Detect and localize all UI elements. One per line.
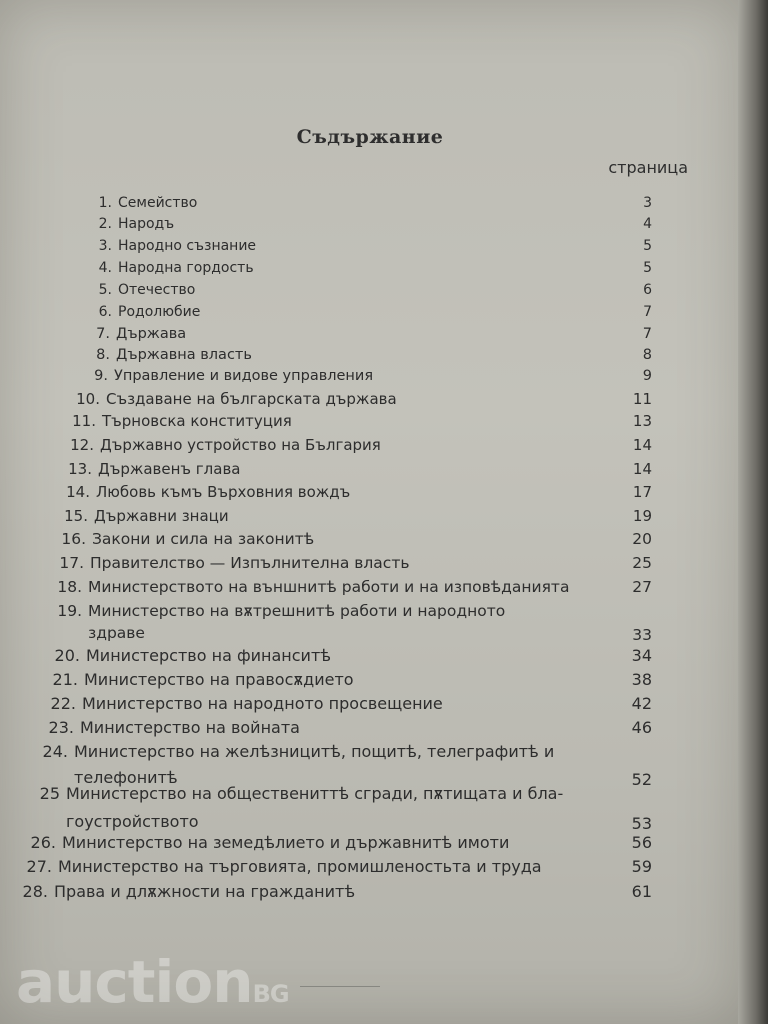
- toc-entry-number: 10.: [76, 390, 100, 408]
- toc-entry-page: 7: [642, 326, 652, 342]
- toc-entry-number: 18.: [57, 578, 82, 596]
- toc-entry-page: 52: [631, 770, 652, 789]
- toc-entry-number: 11.: [72, 412, 96, 430]
- toc-entry-page: 61: [631, 882, 652, 901]
- toc-entry-page: 9: [642, 368, 652, 384]
- toc-entry-number: 20.: [54, 646, 80, 665]
- toc-entry-title: Министерство на търговията, промишленостьта и труда: [58, 857, 542, 876]
- toc-entry-page: 38: [631, 670, 652, 689]
- toc-entry-page: 56: [631, 833, 652, 852]
- toc-entry-page: 19: [632, 507, 652, 525]
- toc-entry-number: 23.: [48, 718, 74, 737]
- toc-entry-number: 1.: [98, 195, 112, 211]
- toc-entry-page: 20: [632, 530, 652, 548]
- toc-entry-title: Държавна власть: [116, 347, 252, 363]
- toc-entry-number: 9.: [94, 368, 108, 384]
- toc-entry-page: 42: [631, 694, 652, 713]
- toc-entry-page: 11: [632, 390, 652, 408]
- toc-entry-title: Държавно устройство на България: [100, 436, 381, 454]
- toc-entry-number: 28.: [22, 882, 48, 901]
- toc-entry-number: 19.: [57, 602, 82, 620]
- toc-entry-title: Семейство: [118, 195, 198, 211]
- toc-entry-page: 13: [632, 412, 652, 430]
- toc-entry-page: 14: [632, 436, 652, 454]
- toc-entry-number: 3.: [98, 238, 112, 254]
- toc-entry-number: 22.: [50, 694, 76, 713]
- toc-entry-title: Родолюбие: [118, 304, 201, 320]
- toc-entry-number: 27.: [26, 857, 52, 876]
- toc-entry-number: 2.: [98, 216, 112, 232]
- toc-entry-page: 14: [632, 460, 652, 478]
- toc-entry-title: Народна гордость: [118, 260, 254, 276]
- toc-entry-number: 4.: [98, 260, 112, 276]
- toc-entry-title-continued: телефонитѣ: [74, 768, 178, 787]
- toc-entry-page: 4: [643, 216, 652, 232]
- toc-entry-number: 21.: [52, 670, 78, 689]
- toc-entry-page: 27: [632, 578, 652, 596]
- toc-entry-page: 5: [643, 238, 652, 254]
- watermark: auctionBG: [16, 948, 289, 1016]
- toc-entry-title: Права и длѫжности на гражданитѣ: [54, 882, 356, 901]
- toc-entry-number: 7.: [96, 326, 110, 342]
- watermark-underline: [300, 986, 380, 987]
- toc-entry-number: 24.: [42, 742, 68, 761]
- toc-entry-title: Държавенъ глава: [98, 460, 241, 478]
- toc-entry-number: 14.: [66, 483, 90, 501]
- page-title: Съдържание: [296, 126, 444, 148]
- toc-entry-title: Министерство на желѣзницитѣ, пощитѣ, телеграфитѣ и: [74, 742, 555, 761]
- toc-entry-title: Създаване на българската държава: [106, 390, 397, 408]
- toc-entry-title: Любовь къмъ Върховния вождъ: [96, 483, 351, 501]
- toc-entry-title: Министерство на обществениттѣ сгради, пѫтищата и бла-: [66, 784, 564, 803]
- toc-entry-page: 3: [643, 195, 652, 211]
- toc-entry-title: Закони и сила на законитѣ: [92, 530, 315, 548]
- toc-entry-title: Министерство на правосѫдието: [84, 670, 354, 689]
- toc-entry-title: Държава: [116, 326, 187, 342]
- toc-entry-number: 15.: [64, 507, 88, 525]
- toc-entry-title: Правителство — Изпълнителна власть: [90, 554, 410, 572]
- page-edge: [738, 0, 768, 1024]
- toc-entry-title: Министерство на войната: [80, 718, 300, 737]
- toc-entry-page: 46: [631, 718, 652, 737]
- toc-entry-page: 33: [632, 626, 652, 644]
- toc-entry-number: 26.: [30, 833, 56, 852]
- toc-entry-title: Държавни знаци: [94, 507, 229, 525]
- toc-entry-page: 8: [642, 347, 652, 363]
- toc-entry-page: 53: [631, 814, 652, 833]
- toc-entry-number: 16.: [61, 530, 86, 548]
- toc-entry-page: 7: [643, 304, 652, 320]
- toc-entry-page: 6: [643, 282, 652, 298]
- toc-entry-title-continued: здраве: [88, 624, 145, 642]
- toc-entry-title: Търновска конституция: [102, 412, 292, 430]
- toc-entry-number: 6.: [98, 304, 112, 320]
- toc-entry-number: 13.: [68, 460, 92, 478]
- toc-entry-page: 59: [631, 857, 652, 876]
- toc-entry-number: 8.: [96, 347, 110, 363]
- toc-entry-page: 5: [643, 260, 652, 276]
- toc-entry-number: 25: [39, 784, 60, 803]
- toc-entry-title: Министерството на външнитѣ работи и на изповѣданията: [88, 578, 570, 596]
- page-column-header: страница: [608, 158, 688, 177]
- toc-entry-page: 25: [632, 554, 652, 572]
- toc-entry-title: Министерство на народното просвещение: [82, 694, 443, 713]
- toc-entry-number: 17.: [59, 554, 84, 572]
- toc-entry-title: Управление и видове управления: [114, 368, 374, 384]
- toc-entry-page: 34: [631, 646, 652, 665]
- toc-entry-title: Народно съзнание: [118, 238, 257, 254]
- toc-entry-page: 17: [632, 483, 652, 501]
- toc-entry-title: Министерство на вѫтрешнитѣ работи и народното: [88, 602, 506, 620]
- toc-entry-title: Министерство на финанситѣ: [86, 646, 332, 665]
- toc-entry-title-continued: гоустройството: [66, 812, 199, 831]
- toc-entry-number: 12.: [70, 436, 94, 454]
- toc-entry-title: Министерство на земедѣлието и държавнитѣ имоти: [62, 833, 510, 852]
- toc-entry-title: Народъ: [118, 216, 175, 232]
- toc-entry-number: 5.: [98, 282, 112, 298]
- toc-entry-title: Отечество: [118, 282, 196, 298]
